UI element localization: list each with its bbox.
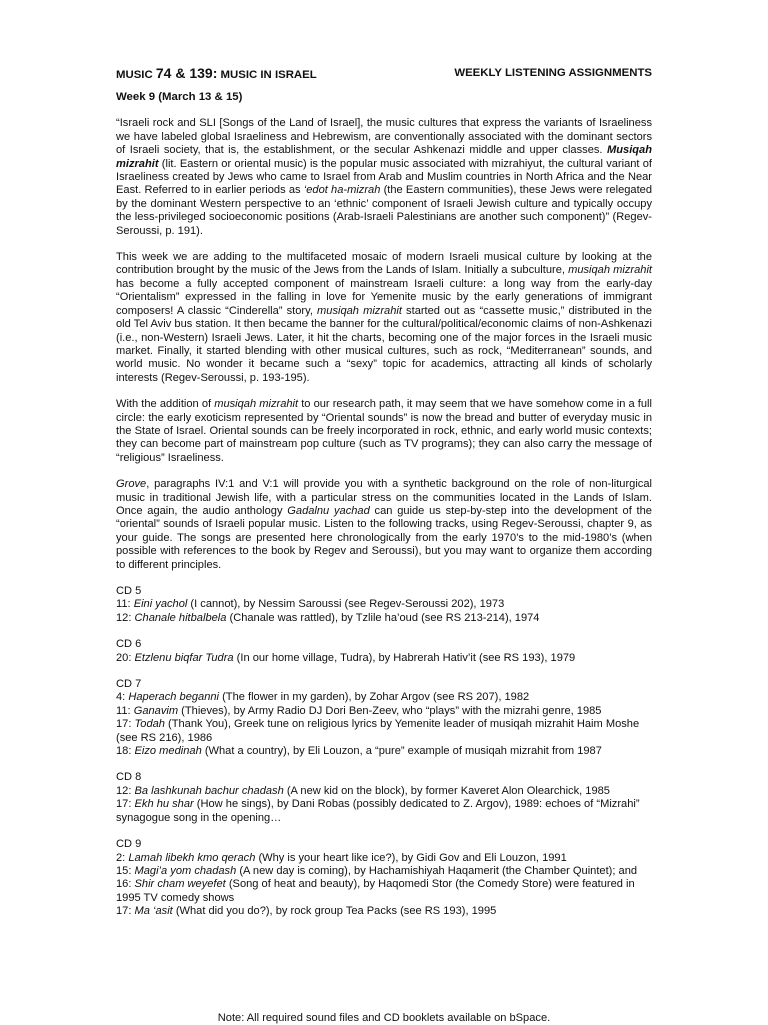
cd-block bbox=[116, 771, 652, 825]
track-item: 18: Eizo medinah (What a country), by Eli Louzon, a “pure” example of musiqah mizrahit from 1987 bbox=[116, 745, 602, 758]
cd-label: CD 7 bbox=[116, 678, 142, 691]
page-header bbox=[116, 64, 652, 82]
paragraph-grove: Grove, paragraphs IV:1 and V:1 will provide you with a synthetic background on the role of non-liturgical music in traditional Jewish life, with a particular stress on the communities located in the Lands of Islam. Once again, the audio anthology Gadalnu yachad can guide us step-by-step into the development of the “oriental” sounds of Israeli popular music. Listen to the following tracks, using Regev-Seroussi, chapter 9, as your guide. The songs are presented here chronologically from the early 1970’s to the mid-1980’s (when possible with references to the book by Regev and Seroussi), but you may want to organize them according to different principles. bbox=[116, 478, 652, 571]
cd-block bbox=[116, 638, 652, 665]
track-item: 17: Ma ‘asit (What did you do?), by rock group Tea Packs (see RS 193), 1995 bbox=[116, 905, 497, 918]
track-item: 17: Ekh hu shar (How he sings), by Dani Robas (possibly dedicated to Z. Argov), 1989: echoes of “Mizrahi” synagogue song in the opening… bbox=[116, 798, 640, 824]
cd-block bbox=[116, 585, 652, 625]
cd-block bbox=[116, 838, 652, 918]
cd-label: CD 8 bbox=[116, 771, 142, 784]
footer-note: Note: All required sound files and CD booklets available on bSpace. bbox=[217, 1012, 551, 1024]
paragraph-quote: “Israeli rock and SLI [Songs of the Land of Israel], the music cultures that express the variants of Israeliness we have labeled global Israeliness and Hebrewism, are conventionally associated with the dominant sectors of Israeli society, that is, the establishment, or the secular Ashkenazi middle and upper classes. Musiqah mizrahit (lit. Eastern or oriental music) is the popular music associated with mizrahiyut, the cultural variant of Israeliness created by Jews who came to Israel from Arab and Muslim countries in North Africa and the Near East. Referred to in earlier periods as ‘edot ha-mizrah (the Eastern communities), these Jews were relegated by the dominant Western perspective to an ‘ethnic’ component of Israeli Jewish culture and typically occupy the less-privileged socioeconomic positions (Arab-Israeli Palestinians are another such component)” (Regev-Seroussi, p. 191). bbox=[116, 117, 652, 237]
paragraph-circle: With the addition of musiqah mizrahit to our research path, it may seem that we have somehow come in a full circle: the early exoticism represented by “Oriental sounds” is now the bread and butter of everyday music in the State of Israel. Oriental sounds can be freely incorporated in rock, ethnic, and early world music contexts; they can become part of mainstream pop culture (such as TV programs); they can also carry the message of “religious” Israeliness. bbox=[116, 398, 652, 464]
cd-label: CD 6 bbox=[116, 638, 142, 651]
track-item: 12: Chanale hitbalbela (Chanale was rattled), by Tzlile ha’oud (see RS 213-214), 1974 bbox=[116, 611, 540, 624]
track-item: 12: Ba lashkunah bachur chadash (A new kid on the block), by former Kaveret Alon Olearchick, 1985 bbox=[116, 784, 610, 797]
cd-label: CD 9 bbox=[116, 838, 142, 851]
cd-label: CD 5 bbox=[116, 585, 142, 597]
track-item: 20: Etzlenu biqfar Tudra (In our home village, Tudra), by Habrerah Hativ’it (see RS 193), 1979 bbox=[116, 651, 576, 664]
paragraph-intro: This week we are adding to the multifaceted mosaic of modern Israeli musical culture by looking at the contribution brought by the music of the Jews from the Lands of Islam. Initially a subculture, musiqah mizrahit has become a fully accepted component of mainstream Israeli culture: a long way from the early-day “Orientalism” expressed in the falling in love for Yemenite music by the early generations of immigrant composers! A classic “Cinderella” story, musiqah mizrahit started out as “cassette music,” distributed in the old Tel Aviv bus station. It then became the banner for the cultural/political/economic claims of non-Ashkenazi (i.e., non-Western) Israeli Jews. Later, it hit the charts, becoming one of the major forces in the Israeli music market. Finally, it started blending with other musical cultures, such as rock, “Mediterranean” sounds, and world music. No wonder it became such a “sexy” topic for academics, attracting all kinds of scholarly interests (Regev-Seroussi, p. 193-195). bbox=[116, 251, 652, 384]
cd-block bbox=[116, 678, 652, 758]
track-item: 11: Ganavim (Thieves), by Army Radio DJ Dori Ben-Zeev, who “plays” with the mizrahi genre, 1985 bbox=[116, 704, 602, 717]
course-title: MUSIC 74 & 139: MUSIC IN ISRAEL bbox=[116, 65, 317, 81]
track-item: 2: Lamah libekh kmo qerach (Why is your heart like ice?), by Gidi Gov and Eli Louzon, 1991 bbox=[116, 851, 567, 864]
assignment-title: WEEKLY LISTENING ASSIGNMENTS bbox=[454, 67, 652, 79]
week-heading: Week 9 (March 13 & 15) bbox=[116, 91, 243, 103]
document-page bbox=[116, 64, 652, 932]
track-item: 4: Haperach beganni (The flower in my garden), by Zohar Argov (see RS 207), 1982 bbox=[116, 691, 530, 704]
track-item: 17: Todah (Thank You), Greek tune on religious lyrics by Yemenite leader of musiqah mizrahit Haim Moshe (see RS 216), 1986 bbox=[116, 718, 640, 744]
track-item: 11: Eini yachol (I cannot), by Nessim Saroussi (see Regev-Seroussi 202), 1973 bbox=[116, 598, 505, 611]
track-item: 15: Magi’a yom chadash (A new day is coming), by Hachamishiyah Haqamerit (the Chamber Quintet); and 16: Shir cham weyefet (Song of heat and beauty), by Haqomedi Stor (the Comedy Store) were featured in 1995 TV comedy shows bbox=[116, 864, 638, 904]
